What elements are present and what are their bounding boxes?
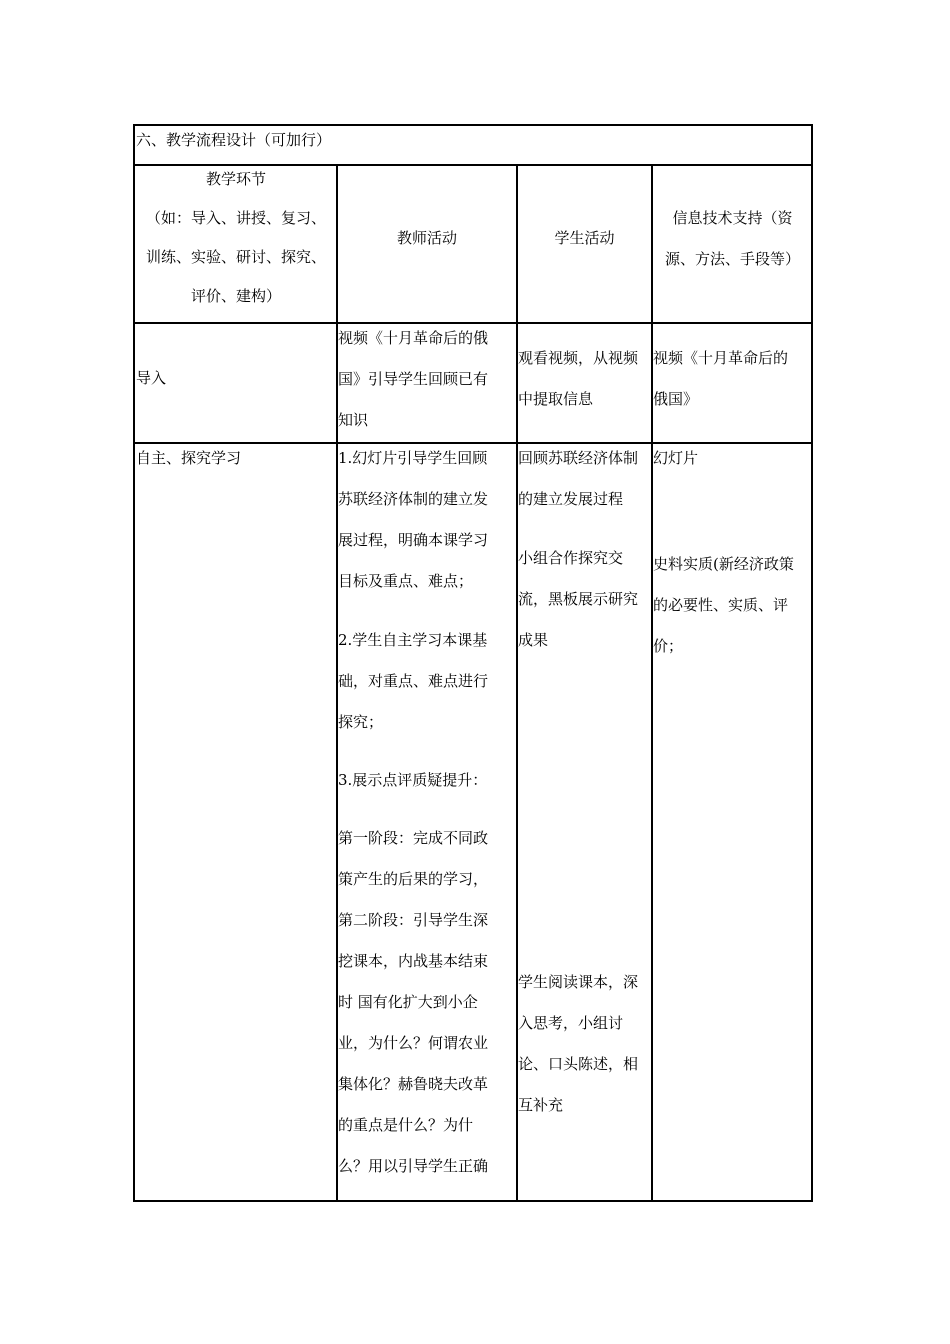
- teacher-line: 策产生的后果的学习，: [338, 870, 489, 888]
- it-line: 价；: [653, 637, 684, 655]
- teacher-line: 2.学生自主学习本课基: [338, 631, 488, 649]
- header-it: [653, 198, 812, 280]
- teacher-line: 集体化？赫鲁晓夫改革: [338, 1075, 489, 1093]
- teacher-line: 第一阶段：完成不同政: [338, 829, 489, 847]
- teacher-line: 3.展示点评质疑提升：: [338, 771, 488, 789]
- row-study-teacher-block-4: [338, 818, 516, 1187]
- row-study-stage-label: 自主、探究学习: [136, 449, 242, 467]
- teacher-line: 第二阶段：引导学生深: [338, 911, 489, 929]
- row-intro-teacher-line: 知识: [338, 411, 369, 429]
- row-intro-stage: [136, 358, 334, 399]
- teacher-line: 苏联经济体制的建立发: [338, 490, 489, 508]
- student-line: 成果: [518, 631, 549, 649]
- student-line: 学生阅读课本，深: [518, 973, 639, 991]
- row-study-it-block-2: [653, 544, 812, 667]
- it-line: 史料实质(新经济政策: [653, 555, 794, 573]
- row-intro-student-line: 观看视频，从视频: [518, 349, 639, 367]
- header-teacher-label: 教师活动: [396, 229, 457, 247]
- header-it-line: 源、方法、手段等）: [664, 250, 800, 268]
- teacher-line: 么？用以引导学生正确: [338, 1157, 489, 1175]
- header-stage-line: （如：导入、讲授、复习、: [145, 209, 326, 227]
- section-title: 六、教学流程设计（可加行）: [136, 131, 332, 149]
- row-study-stage: [136, 438, 334, 479]
- row-intro-teacher-line: 国》引导学生回顾已有: [338, 370, 489, 388]
- row-study-teacher-block-3: [338, 760, 516, 801]
- teacher-line: 目标及重点、难点；: [338, 572, 474, 590]
- row-intro-teacher: [338, 318, 516, 441]
- row-intro-student: [518, 338, 652, 420]
- header-stage-line: 训练、实验、研讨、探究、: [145, 248, 326, 266]
- header-student: [518, 218, 651, 259]
- row-intro-it-line: 视频《十月革命后的: [653, 349, 789, 367]
- header-stage-line: 评价、建构）: [190, 287, 281, 305]
- row-intro-it-line: 俄国》: [653, 390, 699, 408]
- student-line: 互补充: [518, 1096, 564, 1114]
- teacher-line: 1.幻灯片引导学生回顾: [338, 449, 488, 467]
- student-line: 流，黑板展示研究: [518, 590, 639, 608]
- header-stage: [136, 160, 336, 316]
- row-intro-it: [653, 338, 812, 420]
- teacher-line: 础，对重点、难点进行: [338, 672, 489, 690]
- header-it-line: 信息技术支持（资: [672, 209, 793, 227]
- student-line: 入思考，小组讨: [518, 1014, 624, 1032]
- student-line: 的建立发展过程: [518, 490, 624, 508]
- header-stage-line: 教学环节: [205, 170, 266, 188]
- row-study-teacher-block-1: [338, 438, 516, 602]
- row-study-teacher-block-2: [338, 620, 516, 743]
- row-intro-student-line: 中提取信息: [518, 390, 594, 408]
- it-line: 的必要性、实质、评: [653, 596, 789, 614]
- teacher-line: 的重点是什么？为什: [338, 1116, 474, 1134]
- student-line: 论、口头陈述，相: [518, 1055, 639, 1073]
- it-line: 幻灯片: [653, 449, 699, 467]
- row-study-student-block-2: [518, 538, 652, 661]
- row-study-student-block-3: [518, 962, 652, 1126]
- row-intro-stage-label: 导入: [136, 369, 167, 387]
- teacher-line: 挖课本，内战基本结束: [338, 952, 489, 970]
- header-student-label: 学生活动: [554, 229, 615, 247]
- teacher-line: 时 国有化扩大到小企: [338, 993, 478, 1011]
- teacher-line: 探究；: [338, 713, 384, 731]
- teacher-line: 展过程，明确本课学习: [338, 531, 489, 549]
- teacher-line: 业，为什么？何谓农业: [338, 1034, 489, 1052]
- student-line: 回顾苏联经济体制: [518, 449, 639, 467]
- row-intro-teacher-line: 视频《十月革命后的俄: [338, 329, 489, 347]
- header-teacher: [338, 218, 516, 259]
- student-line: 小组合作探究交: [518, 549, 624, 567]
- row-study-it-block-1: [653, 438, 812, 479]
- row-study-student-block-1: [518, 438, 652, 520]
